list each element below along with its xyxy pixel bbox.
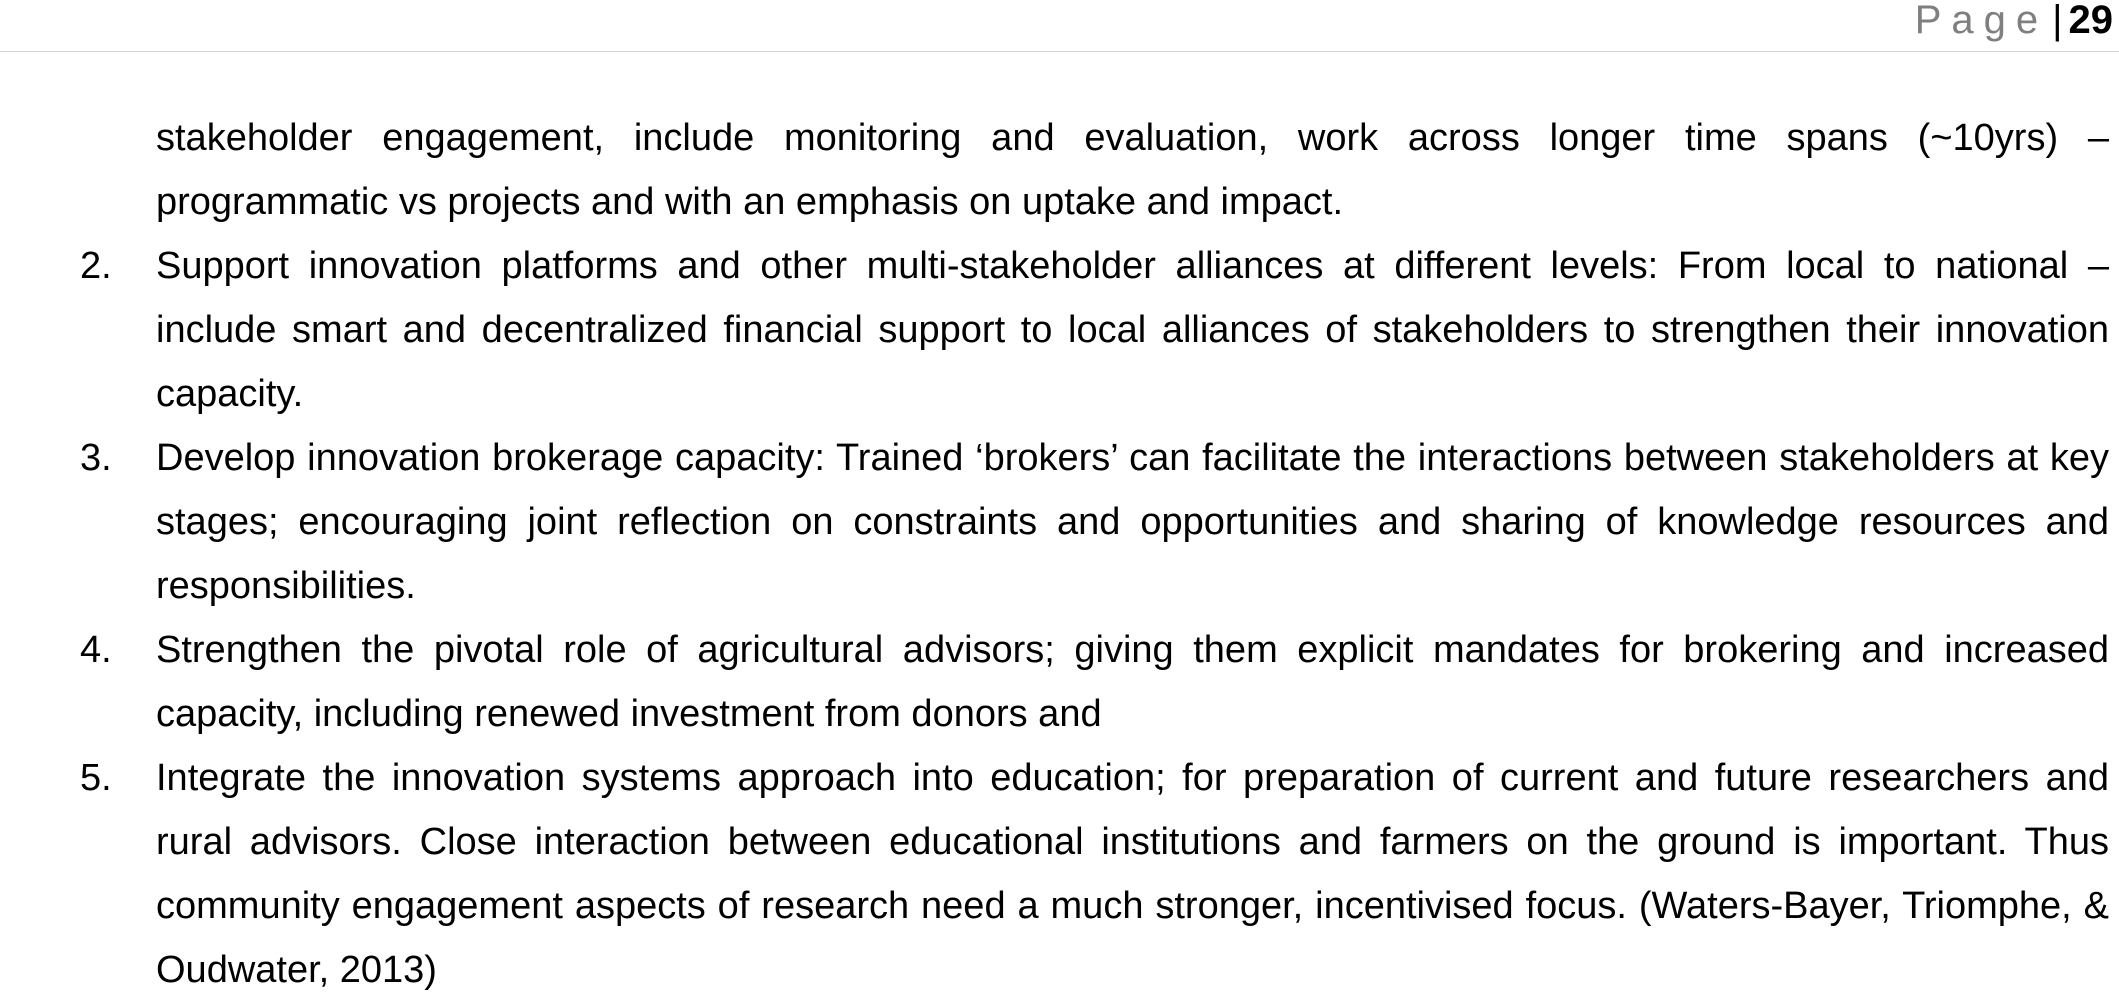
- list-item: [0, 746, 2109, 1002]
- list-item-text: stakeholder engagement, include monitoring and evaluation, work across longer time spans (~10yrs) – programmatic vs projects and with an emphasis on uptake and impact.: [156, 117, 2109, 223]
- list-item-number: 4.: [80, 629, 112, 671]
- list-item-text: Strengthen the pivotal role of agricultural advisors; giving them explicit mandates for brokering and increased capacity, including renewed investment from donors and: [156, 629, 2109, 735]
- page-header: [0, 0, 2119, 52]
- page-number: 29: [2068, 0, 2113, 42]
- list-item-number: 5.: [80, 757, 112, 799]
- list-item: [0, 618, 2109, 746]
- list-item-number: 2.: [80, 245, 112, 287]
- list-item-continuation: [0, 106, 2109, 234]
- page-word: Page: [1914, 0, 2049, 42]
- list-item-text: Support innovation platforms and other multi-stakeholder alliances at different levels: From local to national – include smart and decentralized financial support to local alliances of stakeholders to strengthen their innovation capacity.: [156, 245, 2109, 415]
- list-item-number: 3.: [80, 437, 112, 479]
- list-item-text: Integrate the innovation systems approach into education; for preparation of current and future researchers and rural advisors. Close interaction between educational institutions and farmers on the ground is important. Thus community engagement aspects of research need a much stronger, incentivised focus. (Waters-Bayer, Triomphe, & Oudwater, 2013): [156, 757, 2109, 991]
- list-item-text: Develop innovation brokerage capacity: Trained ‘brokers’ can facilitate the interactions between stakeholders at key stages; encouraging joint reflection on constraints and opportunities and sharing of knowledge resources and responsibilities.: [156, 437, 2109, 607]
- list-item: [0, 426, 2109, 618]
- numbered-list: [0, 106, 2119, 1002]
- list-item: [0, 234, 2109, 426]
- page-number-label: [1915, 0, 2113, 42]
- page-separator: |: [2052, 0, 2063, 42]
